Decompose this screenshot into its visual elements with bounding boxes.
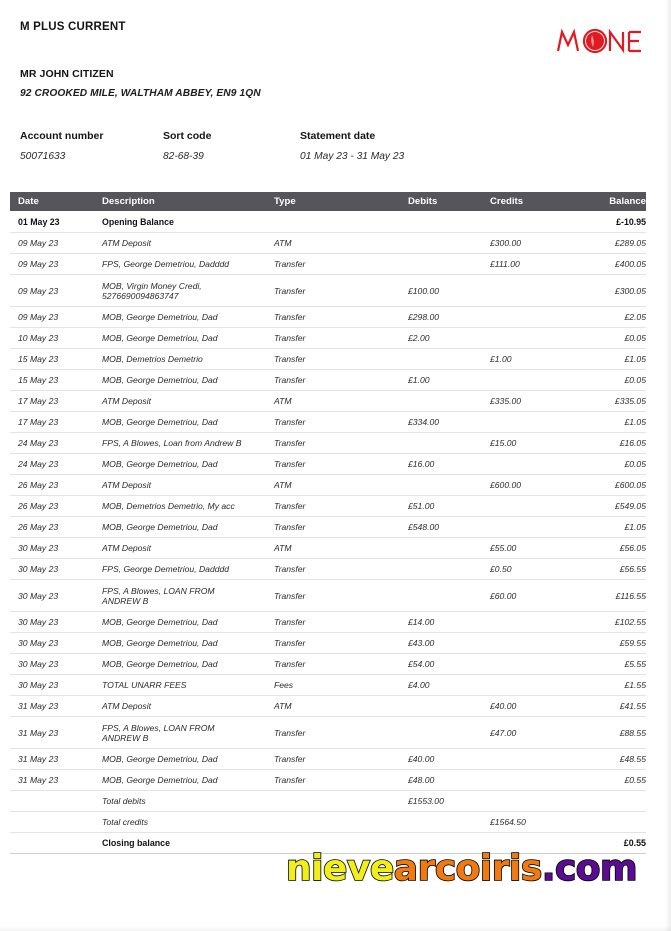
cell-balance: £300.05	[614, 285, 646, 296]
table-row	[10, 717, 646, 749]
table-row	[10, 791, 646, 812]
cell-description-line1: MOB, George Demetriou, Dad	[102, 333, 218, 343]
table-row	[10, 517, 646, 538]
cell-credits: £600.00	[490, 480, 522, 490]
cell-description-line1: Opening Balance	[102, 216, 174, 227]
cell-description	[102, 754, 274, 764]
cell-description	[102, 217, 274, 227]
cell-type: Transfer	[274, 259, 306, 269]
watermark-part-1: nieve	[286, 848, 394, 889]
cell-debits: £16.00	[408, 459, 435, 469]
table-row	[10, 612, 646, 633]
cell-date: 09 May 23	[18, 238, 59, 248]
cell-description	[102, 438, 274, 448]
cell-description-line1: ATM Deposit	[102, 396, 152, 406]
cell-description-line1: Closing balance	[102, 838, 171, 848]
cell-balance: £549.05	[614, 501, 646, 511]
cell-type: ATM	[274, 701, 292, 711]
cell-balance: £41.55	[619, 701, 646, 711]
cell-debits: £40.00	[408, 754, 435, 764]
cell-debits: £54.00	[408, 659, 435, 669]
table-row	[10, 496, 646, 517]
cell-credits: £15.00	[490, 438, 517, 448]
table-row	[10, 812, 646, 833]
cell-description	[102, 375, 274, 385]
cell-date: 26 May 23	[18, 522, 59, 532]
table-row	[10, 307, 646, 328]
table-row	[10, 696, 646, 717]
cell-type: Transfer	[274, 564, 306, 574]
cell-balance: £289.05	[614, 238, 646, 248]
cell-balance: £0.05	[624, 459, 646, 469]
cell-credits: £1.00	[490, 354, 512, 364]
cell-description	[102, 312, 274, 322]
cell-date: 09 May 23	[18, 312, 59, 322]
cell-debits: £548.00	[408, 522, 440, 532]
cell-type: Transfer	[274, 638, 306, 648]
table-row	[10, 412, 646, 433]
cell-type: Transfer	[274, 775, 306, 785]
column-header-balance: Balance	[609, 196, 646, 207]
cell-type: ATM	[274, 543, 292, 553]
cell-balance: £102.55	[614, 617, 646, 627]
account-meta-values	[20, 151, 620, 168]
cell-description-line1: ATM Deposit	[102, 238, 152, 248]
cell-balance: £0.05	[624, 333, 646, 343]
cell-type: Transfer	[274, 375, 306, 385]
cell-balance: £1.55	[624, 680, 646, 690]
statement-date-value: 01 May 23 - 31 May 23	[300, 151, 405, 162]
account-number-value: 50071633	[20, 151, 66, 162]
column-header-type: Type	[274, 196, 296, 207]
cell-description	[102, 638, 274, 648]
cell-description-line1: MOB, George Demetriou, Dad	[102, 417, 218, 427]
page-edge-bottom	[0, 926, 671, 931]
table-row	[10, 675, 646, 696]
cell-type: Transfer	[274, 285, 306, 296]
cell-balance: £400.05	[614, 259, 646, 269]
cell-balance: £88.55	[619, 727, 646, 738]
cell-description-line1: MOB, George Demetriou, Dad	[102, 522, 218, 532]
cell-type: Transfer	[274, 501, 306, 511]
column-header-description: Description	[102, 196, 155, 207]
cell-type: Transfer	[274, 617, 306, 627]
cell-description	[102, 723, 274, 743]
cell-description-line1: FPS, George Demetriou, Dadddd	[102, 564, 230, 574]
cell-type: Transfer	[274, 438, 306, 448]
cell-description	[102, 259, 274, 269]
cell-type: ATM	[274, 238, 292, 248]
cell-balance: £56.55	[619, 564, 646, 574]
cell-description	[102, 522, 274, 532]
customer-name: MR JOHN CITIZEN	[20, 68, 114, 80]
statement-date-label: Statement date	[300, 130, 376, 142]
cell-type: ATM	[274, 480, 292, 490]
cell-credits: £1564.50	[490, 817, 526, 827]
table-row	[10, 349, 646, 370]
watermark-part-2: arcoiris	[393, 848, 542, 889]
customer-address: 92 CROOKED MILE, WALTHAM ABBEY, EN9 1QN	[20, 88, 261, 99]
cell-description	[102, 817, 274, 827]
cell-date: 30 May 23	[18, 543, 59, 553]
cell-description	[102, 480, 274, 490]
site-watermark	[286, 848, 637, 889]
cell-description-line1: MOB, George Demetriou, Dad	[102, 375, 218, 385]
cell-type: Transfer	[274, 590, 306, 601]
cell-date: 15 May 23	[18, 375, 59, 385]
cell-balance: £5.55	[624, 659, 646, 669]
cell-description	[102, 501, 274, 511]
cell-description-line1: Total credits	[102, 817, 149, 827]
cell-description-line1: FPS, George Demetriou, Dadddd	[102, 259, 230, 269]
column-header-date: Date	[18, 196, 39, 207]
table-row	[10, 275, 646, 307]
cell-type: Transfer	[274, 354, 306, 364]
table-row	[10, 538, 646, 559]
cell-type: Transfer	[274, 659, 306, 669]
cell-balance: £0.55	[623, 838, 646, 848]
cell-description-line1: MOB, George Demetriou, Dad	[102, 617, 218, 627]
cell-description-line1: MOB, George Demetriou, Dad	[102, 775, 218, 785]
cell-date: 30 May 23	[18, 590, 59, 601]
cell-credits: £47.00	[490, 727, 517, 738]
table-row	[10, 211, 646, 233]
cell-description	[102, 281, 274, 301]
cell-description-line1: TOTAL UNARR FEES	[102, 680, 187, 690]
cell-balance: £2.05	[624, 312, 646, 322]
cell-description-line1: FPS, A Blowes, Loan from Andrew B	[102, 438, 242, 448]
cell-description-line1: ATM Deposit	[102, 543, 152, 553]
cell-description	[102, 838, 274, 848]
cell-date: 09 May 23	[18, 259, 59, 269]
cell-description	[102, 586, 274, 606]
cell-description	[102, 396, 274, 406]
cell-description	[102, 617, 274, 627]
cell-balance: £600.05	[614, 480, 646, 490]
cell-description-line1: MOB, Demetrios Demetrio	[102, 354, 203, 364]
table-row	[10, 559, 646, 580]
cell-date: 09 May 23	[18, 285, 59, 296]
column-header-debits: Debits	[408, 196, 438, 207]
cell-date: 30 May 23	[18, 659, 59, 669]
cell-description	[102, 459, 274, 469]
watermark-part-3: .com	[541, 848, 638, 889]
cell-date: 31 May 23	[18, 775, 59, 785]
cell-description-line1: MOB, Demetrios Demetrio, My acc	[102, 501, 235, 511]
cell-type: ATM	[274, 396, 292, 406]
cell-date: 24 May 23	[18, 438, 59, 448]
cell-description	[102, 238, 274, 248]
cell-date: 10 May 23	[18, 333, 59, 343]
cell-description	[102, 543, 274, 553]
cell-credits: £300.00	[490, 238, 522, 248]
table-row	[10, 254, 646, 275]
cell-description-line1: MOB, George Demetriou, Dad	[102, 638, 218, 648]
cell-type: Transfer	[274, 754, 306, 764]
table-row	[10, 654, 646, 675]
virgin-money-logo	[553, 21, 649, 61]
cell-date: 24 May 23	[18, 459, 59, 469]
table-row	[10, 633, 646, 654]
cell-date: 31 May 23	[18, 754, 59, 764]
sort-code-label: Sort code	[163, 130, 212, 142]
cell-description-line1: MOB, George Demetriou, Dad	[102, 459, 218, 469]
column-header-credits: Credits	[490, 196, 524, 207]
table-body	[10, 211, 646, 854]
cell-description	[102, 701, 274, 711]
cell-description-line1: MOB, George Demetriou, Dad	[102, 312, 218, 322]
cell-date: 17 May 23	[18, 417, 59, 427]
cell-date: 31 May 23	[18, 701, 59, 711]
cell-debits: £1553.00	[408, 796, 444, 806]
table-row	[10, 475, 646, 496]
cell-balance: £1.05	[624, 522, 646, 532]
cell-description	[102, 796, 274, 806]
cell-type: Fees	[274, 680, 294, 690]
table-row	[10, 391, 646, 412]
cell-date: 15 May 23	[18, 354, 59, 364]
cell-description-line1: MOB, George Demetriou, Dad	[102, 754, 218, 764]
transactions-table	[10, 192, 646, 854]
cell-credits: £60.00	[490, 590, 517, 601]
cell-type: Transfer	[274, 727, 306, 738]
cell-description	[102, 564, 274, 574]
cell-balance: £56.05	[619, 543, 646, 553]
cell-balance: £59.55	[619, 638, 646, 648]
cell-debits: £43.00	[408, 638, 435, 648]
cell-date: 17 May 23	[18, 396, 59, 406]
cell-balance: £335.05	[614, 396, 646, 406]
cell-debits: £100.00	[408, 285, 440, 296]
cell-balance: £16.05	[619, 438, 646, 448]
cell-description-line1: Total debits	[102, 796, 146, 806]
table-row	[10, 580, 646, 612]
cell-balance: £48.55	[619, 754, 646, 764]
cell-date: 01 May 23	[18, 216, 60, 227]
table-row	[10, 233, 646, 254]
cell-balance: £0.05	[624, 375, 646, 385]
cell-description-line1: FPS, A Blowes, LOAN FROM	[102, 722, 215, 733]
account-number-label: Account number	[20, 130, 104, 142]
cell-credits: £55.00	[490, 543, 517, 553]
cell-date: 30 May 23	[18, 638, 59, 648]
table-row	[10, 370, 646, 391]
cell-balance: £1.05	[624, 417, 646, 427]
cell-debits: £2.00	[408, 333, 430, 343]
account-meta-labels	[20, 130, 620, 147]
cell-debits: £298.00	[408, 312, 440, 322]
cell-description	[102, 775, 274, 785]
cell-description	[102, 680, 274, 690]
cell-date: 30 May 23	[18, 680, 59, 690]
cell-balance: £0.55	[624, 775, 646, 785]
cell-type: Transfer	[274, 522, 306, 532]
cell-debits: £334.00	[408, 417, 440, 427]
cell-type: Transfer	[274, 312, 306, 322]
table-header-row	[10, 192, 646, 211]
cell-description-line2: ANDREW B	[102, 595, 149, 606]
table-row	[10, 770, 646, 791]
cell-description-line1: MOB, Virgin Money Credi,	[102, 280, 202, 291]
cell-description-line1: ATM Deposit	[102, 701, 152, 711]
cell-date: 30 May 23	[18, 564, 59, 574]
cell-description	[102, 354, 274, 364]
cell-description	[102, 659, 274, 669]
account-meta	[20, 130, 620, 168]
cell-date: 26 May 23	[18, 480, 59, 490]
cell-debits: £48.00	[408, 775, 435, 785]
cell-date: 30 May 23	[18, 617, 59, 627]
cell-description	[102, 333, 274, 343]
cell-balance: £-10.95	[616, 216, 646, 227]
table-row	[10, 749, 646, 770]
cell-type: Transfer	[274, 417, 306, 427]
table-row	[10, 433, 646, 454]
page-edge-right	[665, 0, 671, 931]
cell-balance: £116.55	[615, 590, 646, 601]
cell-debits: £4.00	[408, 680, 430, 690]
cell-credits: £335.00	[490, 396, 522, 406]
cell-date: 31 May 23	[18, 727, 59, 738]
cell-debits: £14.00	[408, 617, 435, 627]
account-type-title: M PLUS CURRENT	[20, 21, 126, 33]
cell-type: Transfer	[274, 333, 306, 343]
cell-credits: £40.00	[490, 701, 517, 711]
cell-date: 26 May 23	[18, 501, 59, 511]
cell-type: Transfer	[274, 459, 306, 469]
sort-code-value: 82-68-39	[163, 151, 204, 162]
table-row	[10, 454, 646, 475]
cell-debits: £51.00	[408, 501, 435, 511]
cell-balance: £1.05	[624, 354, 646, 364]
table-row	[10, 328, 646, 349]
cell-description-line2: ANDREW B	[102, 732, 149, 743]
cell-credits: £0.50	[490, 564, 512, 574]
cell-credits: £111.00	[490, 259, 520, 269]
cell-description-line1: FPS, A Blowes, LOAN FROM	[102, 585, 215, 596]
cell-description	[102, 417, 274, 427]
cell-description-line1: ATM Deposit	[102, 480, 152, 490]
cell-description-line2: 5276690094863747	[102, 290, 179, 301]
cell-debits: £1.00	[408, 375, 430, 385]
cell-description-line1: MOB, George Demetriou, Dad	[102, 659, 218, 669]
